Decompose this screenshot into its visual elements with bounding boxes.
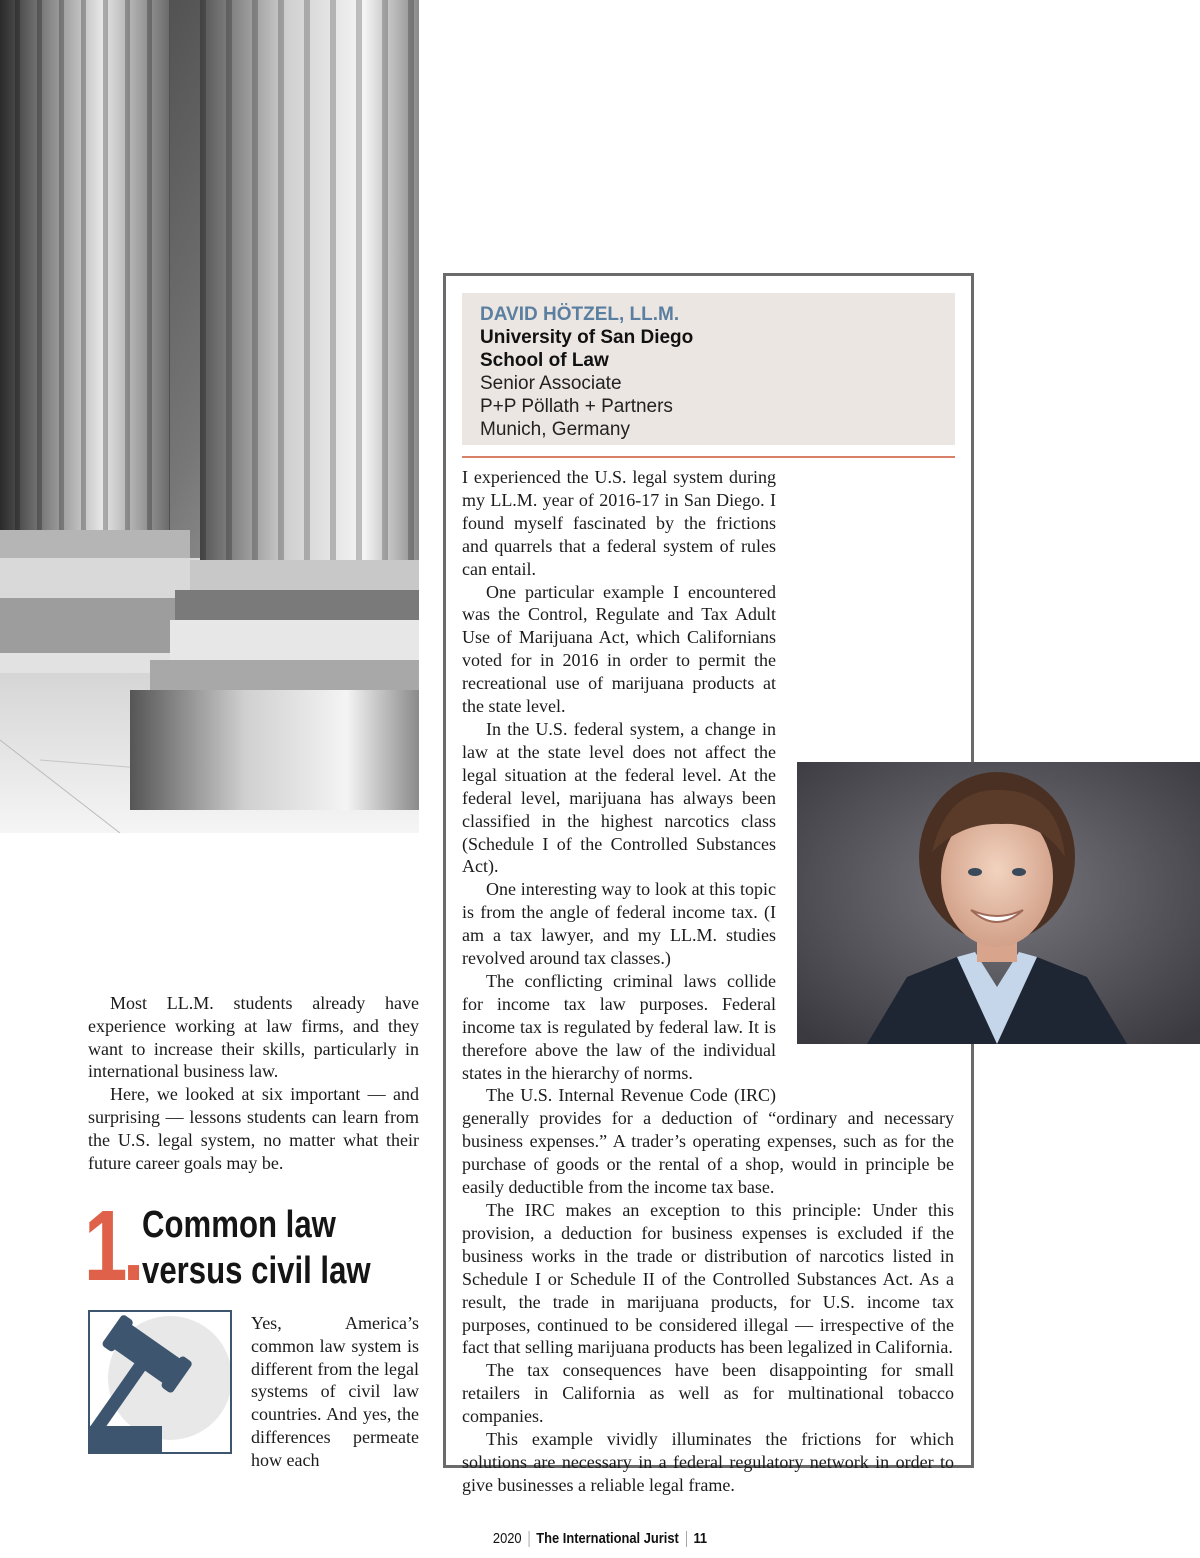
article-paragraph: One interesting way to look at this topic is from the angle of federal income tax. (I am a tax lawyer, and my LL.M. studies revolved around tax classes.) [462, 879, 776, 969]
section-paragraph: Yes, America’s common law system is different from the legal systems of civil law countries. And yes, the differences permeate how each [251, 1313, 419, 1470]
profile-school-line2: School of Law [480, 350, 609, 371]
article-paragraph: This example vividly illuminates the frictions for which solutions are necessary in a federal regulatory network in order to give businesses a reliable legal frame. [462, 1429, 954, 1495]
footer-year: 2020 [492, 1530, 522, 1547]
profile-card [462, 293, 955, 445]
footer-publication: The International Jurist [536, 1530, 679, 1547]
pillars-photo [0, 0, 419, 833]
intro-paragraph: Here, we looked at six important — and surprising — lessons students can learn from the U.S. legal system, no matter what their future career goals may be. [88, 1084, 419, 1173]
gavel-icon [88, 1310, 232, 1454]
article-paragraph: The conflicting criminal laws collide for income tax law purposes. Federal income tax is regulated by federal law. It is therefore above the law of the individual states in the hierarchy of norms. [462, 970, 776, 1083]
headshot-photo [797, 762, 1200, 1044]
divider [462, 456, 955, 458]
page-footer [84, 1530, 1116, 1547]
profile-title: Senior Associate [480, 373, 622, 394]
intro-paragraph: Most LL.M. students already have experience working at law firms, and they want to increase their skills, particularly in international business law. [88, 993, 419, 1082]
article-paragraph: In the U.S. federal system, a change in law at the state level does not affect the legal situation at the federal level. At the federal level, marijuana has always been classified in the highest narcotics class (Schedule I of the Controlled Substances Act). [462, 718, 776, 877]
intro-text [88, 992, 419, 1174]
article-paragraph: The U.S. Internal Revenue Code (IRC) generally provides for a deduction of “ordinary and necessary business expenses.” A trader’s operating expenses, such as for the purchase of goods or the rental of a shop, would in principle be easily deductible from the income tax base. [462, 1085, 954, 1198]
footer-separator [528, 1531, 529, 1547]
article-paragraph: The tax consequences have been disappointing for small retailers in California as well as for multinational tobacco companies. [462, 1360, 954, 1427]
profile-firm: P+P Pöllath + Partners [480, 396, 673, 417]
section-title-line1: Common law [142, 1204, 336, 1246]
section-body-text [251, 1312, 419, 1472]
profile-name: DAVID HÖTZEL, LL.M. [480, 304, 680, 325]
profile-location: Munich, Germany [480, 419, 630, 440]
page-number: 11 [693, 1530, 708, 1547]
article-paragraph: The IRC makes an exception to this principle: Under this provision, a deduction for business expenses is excluded if the business works in the trade or distribution of narcotics listed in Schedule I or Schedule II of the Controlled Substances Act. As a result, the trade in marijuana products, for U.S. income tax purposes, continued to be considered illegal — irrespective of the fact that selling marijuana products has been legalized in California. [462, 1200, 954, 1358]
article-paragraph: I experienced the U.S. legal system during my LL.M. year of 2016-17 in San Diego. I found myself fascinated by the frictions and quarrels that a federal system of rules can entail. [462, 467, 776, 579]
profile-school: University of San Diego [480, 327, 694, 348]
footer-separator [686, 1531, 687, 1547]
section-heading [142, 1202, 371, 1294]
section-title-line2: versus civil law [142, 1250, 371, 1292]
article-paragraph: One particular example I encountered was the Control, Regulate and Tax Adult Use of Marijuana Act, which Californians voted for in 2016 in order to permit the recreational use of marijuana products at the state level. [462, 581, 776, 717]
section-number: 1. [84, 1190, 140, 1302]
